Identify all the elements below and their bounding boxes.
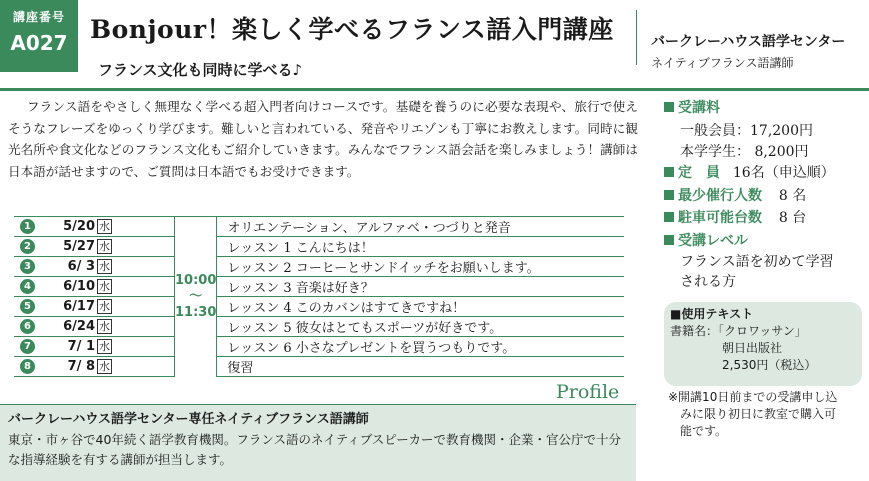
session-weekday: 水	[99, 300, 110, 313]
time-start: 10:00	[175, 272, 217, 288]
session-number: 5	[20, 299, 35, 314]
session-date-cell	[14, 297, 175, 317]
session-date: 6/24	[63, 319, 95, 334]
session-topic: レッスン 4 このカバンはすてきですね！	[217, 297, 624, 317]
course-description: フランス語をやさしく無理なく学べる超入門者向けコースです。基礎を養うのに必要な表現や、旅行で使えそうなフレーズをゆっくり学びます。難しいと言われている、発音やリエゾンも丁寧にお教えします。同時に観光名所や食文化などのフランス文化もご紹介していきます。みんなでフランス語会話を楽しみましょう！講師は日本語が話せますので、ご質問は日本語でもお受けできます。	[8, 99, 638, 179]
session-topic: レッスン 6 小さなプレゼントを買うつもりです。	[217, 337, 624, 357]
session-topic: オリエンテーション、アルファベ・つづりと発音	[217, 217, 624, 237]
course-code: A027	[10, 31, 68, 55]
parking-value: 8 台	[778, 210, 807, 226]
session-weekday: 水	[99, 280, 110, 293]
session-date: 5/27	[63, 239, 95, 254]
session-date-cell	[14, 237, 175, 257]
schedule-row	[14, 297, 624, 317]
session-topic: レッスン 5 彼女はとてもスポーツが好きです。	[217, 317, 624, 337]
min-participants-value: 8 名	[778, 188, 807, 204]
session-number: 1	[20, 219, 35, 234]
session-weekday: 水	[99, 240, 110, 253]
textbook-note-1: ※開講10日前までの受講申し込	[668, 390, 838, 404]
page-title: Bonjour！楽しく学べるフランス語入門講座	[90, 15, 614, 44]
session-weekday: 水	[99, 360, 110, 373]
profile-body: 東京・市ヶ谷で40年続く語学教育機関。フランス語のネイティブスピーカーで教育機関・企業・官公庁で十分な指導経験を有する講師が担当します。	[8, 432, 622, 467]
session-date-cell	[14, 277, 175, 297]
session-date: 5/20	[63, 219, 95, 234]
square-bullet-icon	[664, 235, 674, 245]
session-number: 2	[20, 239, 35, 254]
session-date-cell	[14, 317, 175, 337]
profile-title: バークレーハウス語学センター専任ネイティブフランス語講師	[8, 412, 369, 427]
capacity-row	[664, 162, 835, 182]
square-bullet-icon	[664, 190, 674, 200]
session-number: 3	[20, 259, 35, 274]
session-topic: レッスン 1 こんにちは！	[217, 237, 624, 257]
schedule-row	[14, 337, 624, 357]
min-participants-heading: 最少催行人数	[678, 188, 762, 204]
textbook-note-2: みに限り初日に教室で購入可	[680, 407, 837, 421]
capacity-value: 16名（申込順）	[732, 165, 835, 181]
square-bullet-icon	[664, 167, 674, 177]
session-weekday: 水	[99, 320, 110, 333]
session-weekday: 水	[99, 220, 110, 233]
session-number: 4	[20, 279, 35, 294]
textbook-note-3: 能です。	[680, 424, 728, 438]
square-bullet-icon	[664, 212, 674, 222]
session-topic: レッスン 2 コーヒーとサンドイッチをお願いします。	[217, 257, 624, 277]
schedule-row	[14, 317, 624, 337]
session-number: 7	[20, 339, 35, 354]
fee-heading: 受講料	[664, 97, 720, 117]
parking-heading: 駐車可能台数	[678, 210, 762, 226]
course-number-label: 講座番号	[12, 10, 65, 24]
fee-general: 一般会員：17,200円	[680, 123, 813, 139]
schedule-row	[14, 237, 624, 257]
time-end: 11:30	[175, 304, 217, 320]
level-heading: 受講レベル	[664, 230, 748, 250]
session-date-cell	[14, 337, 175, 357]
session-date: 7/ 8	[67, 359, 95, 374]
textbook-price: 2,530円（税込）	[722, 358, 817, 372]
schedule-table	[14, 216, 624, 377]
profile-label: Profile	[556, 381, 620, 403]
session-number: 6	[20, 319, 35, 334]
time-separator: 〜	[189, 288, 203, 304]
session-time	[175, 217, 217, 377]
session-date: 6/17	[63, 299, 95, 314]
session-number: 8	[20, 359, 35, 374]
fee-student: 本学学生： 8,200円	[680, 144, 809, 160]
session-date-cell	[14, 257, 175, 277]
schedule-row	[14, 277, 624, 297]
header-rule	[0, 88, 869, 91]
schedule-row	[14, 357, 624, 377]
session-date: 7/ 1	[67, 339, 95, 354]
square-bullet-icon	[664, 102, 674, 112]
schedule-row	[14, 257, 624, 277]
session-weekday: 水	[99, 340, 110, 353]
session-weekday: 水	[99, 260, 110, 273]
session-date-cell	[14, 217, 175, 237]
textbook-heading: ■使用テキスト	[670, 307, 754, 321]
schedule-row	[14, 217, 624, 237]
session-date: 6/10	[63, 279, 95, 294]
parking-row	[664, 207, 806, 227]
level-line-1: フランス語を初めて学習	[680, 254, 834, 270]
page-subtitle: フランス文化も同時に学べる♪	[98, 61, 303, 79]
capacity-heading: 定 員	[678, 165, 720, 181]
session-topic: 復習	[217, 357, 624, 377]
level-line-2: される方	[680, 274, 736, 290]
session-date: 6/ 3	[67, 259, 95, 274]
session-topic: レッスン 3 音楽は好き？	[217, 277, 624, 297]
textbook-name: 書籍名：「クロワッサン」	[670, 324, 807, 338]
instructor-role: ネイティブフランス語講師	[651, 56, 794, 70]
textbook-publisher: 朝日出版社	[722, 341, 783, 355]
session-date-cell	[14, 357, 175, 377]
min-participants-row	[664, 185, 806, 205]
course-number-badge	[0, 0, 78, 72]
header-divider	[636, 10, 637, 65]
organizer-name: バークレーハウス語学センター	[651, 34, 846, 50]
